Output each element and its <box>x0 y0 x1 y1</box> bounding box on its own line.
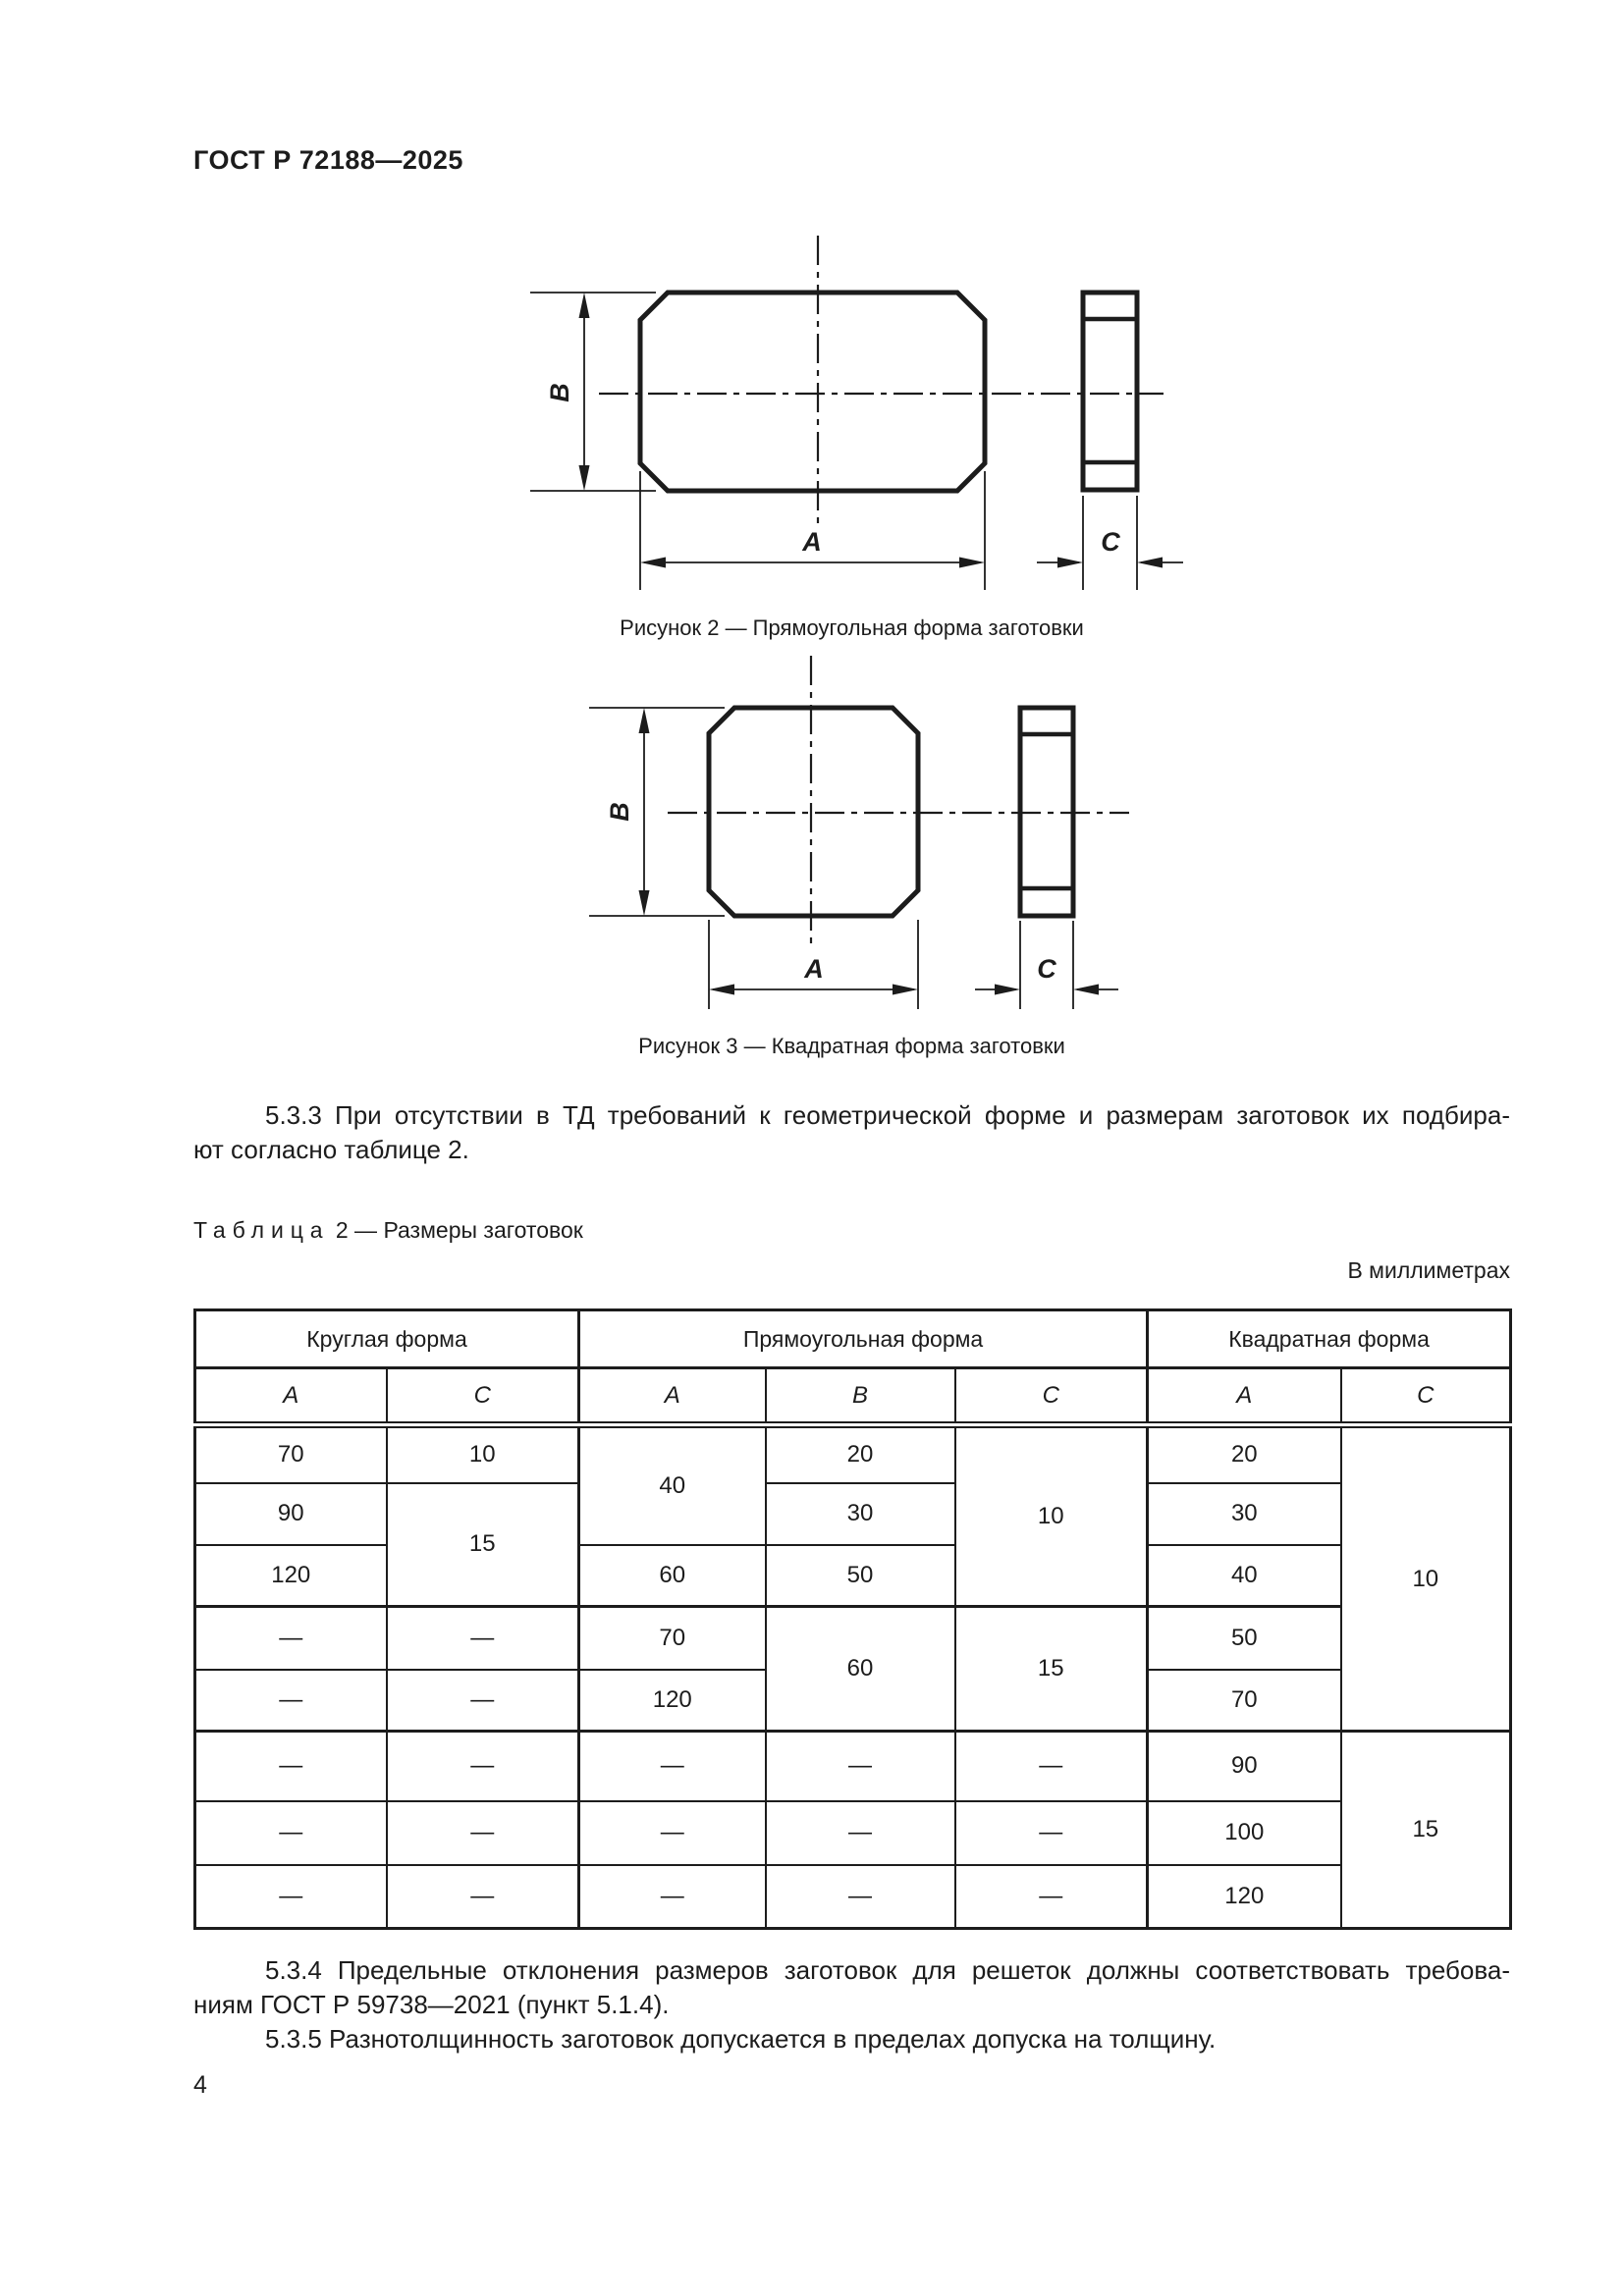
fig2-b-arrowhead-up <box>579 293 590 318</box>
table-cell: 40 <box>579 1425 766 1545</box>
fig2-front-view <box>640 293 985 491</box>
table-subheader: C <box>1341 1368 1511 1425</box>
paragraph-5-3-4-line-2: ниям ГОСТ Р 59738—2021 (пункт 5.1.4). <box>193 1990 670 2019</box>
table-cell: 100 <box>1148 1801 1341 1865</box>
table-cell: — <box>195 1865 387 1929</box>
fig2-side-view-chamfer-lines <box>1083 319 1137 462</box>
fig3-a-arrowhead-right <box>893 985 918 995</box>
fig2-a-arrowhead-left <box>640 558 666 568</box>
table-cell: — <box>195 1607 387 1670</box>
table-title-word: Таблица <box>193 1217 330 1243</box>
table-cell: — <box>387 1670 579 1732</box>
table-subheader: B <box>766 1368 955 1425</box>
paragraph-5-3-4-line-1: 5.3.4 Предельные отклонения размеров заготовок для решеток должны соответствовать требова- <box>265 1955 1510 1985</box>
table-subheader: A <box>1148 1368 1341 1425</box>
paragraph-5-3-5: 5.3.5 Разнотолщинность заготовок допускается в пределах допуска на толщину. <box>265 2024 1217 2054</box>
table-cell: — <box>387 1865 579 1929</box>
fig3-c-label: C <box>1037 954 1056 984</box>
fig3-a-label: A <box>804 954 824 984</box>
table-cell: 60 <box>766 1607 955 1732</box>
table-cell: 70 <box>579 1607 766 1670</box>
table-cell: — <box>579 1732 766 1801</box>
table-subheader: C <box>387 1368 579 1425</box>
table-subheader: A <box>195 1368 387 1425</box>
figure-2-caption: Рисунок 2 — Прямоугольная форма заготовки <box>620 615 1084 640</box>
table-cell: — <box>579 1801 766 1865</box>
paragraph-5-3-4 <box>193 1953 1510 2056</box>
table-subheader: A <box>579 1368 766 1425</box>
table-cell: — <box>955 1732 1148 1801</box>
fig2-b-arrowhead-down <box>579 465 590 491</box>
fig2-c-label: C <box>1101 527 1120 557</box>
table-cell: 50 <box>1148 1607 1341 1670</box>
table-cell: — <box>195 1732 387 1801</box>
fig3-b-label: B <box>605 802 634 822</box>
figure-2-drawing <box>373 187 1276 609</box>
document-header: ГОСТ Р 72188—2025 <box>193 145 463 175</box>
table-cell: — <box>387 1607 579 1670</box>
table-cell: 90 <box>1148 1732 1341 1801</box>
table-cell: — <box>195 1801 387 1865</box>
fig3-side-view-chamfer-lines <box>1020 734 1073 888</box>
table-cell: 120 <box>1148 1865 1341 1929</box>
page-number: 4 <box>193 2071 207 2099</box>
fig2-a-label: A <box>802 527 822 557</box>
table-cell: — <box>955 1801 1148 1865</box>
table-row <box>195 1483 1511 1545</box>
fig3-b-arrowhead-down <box>639 890 650 916</box>
table-group-header: Прямоугольная форма <box>579 1310 1148 1368</box>
table-cell: 10 <box>1341 1425 1511 1732</box>
table-cell: 120 <box>579 1670 766 1732</box>
table-cell: — <box>766 1801 955 1865</box>
fig2-a-arrowhead-right <box>959 558 985 568</box>
dimensions-table <box>193 1308 1512 1930</box>
figure-3-drawing <box>373 638 1276 1031</box>
table-cell: 70 <box>195 1425 387 1483</box>
table-cell: 20 <box>766 1425 955 1483</box>
table-cell: 30 <box>766 1483 955 1545</box>
table-cell: 15 <box>387 1483 579 1607</box>
table-cell: 90 <box>195 1483 387 1545</box>
table-cell: — <box>387 1732 579 1801</box>
table-cell: 15 <box>955 1607 1148 1732</box>
fig3-c-arrowhead-right <box>1073 985 1099 995</box>
table-cell: — <box>387 1801 579 1865</box>
table-subheader: C <box>955 1368 1148 1425</box>
table-cell: 10 <box>387 1425 579 1483</box>
table-cell: 70 <box>1148 1670 1341 1732</box>
fig3-a-arrowhead-left <box>709 985 734 995</box>
table-cell: — <box>766 1732 955 1801</box>
fig2-c-arrowhead-right <box>1137 558 1163 568</box>
table-cell: 40 <box>1148 1545 1341 1607</box>
fig3-c-arrowhead-left <box>995 985 1020 995</box>
table-group-header: Квадратная форма <box>1148 1310 1511 1368</box>
figure-3-caption: Рисунок 3 — Квадратная форма заготовки <box>638 1034 1065 1058</box>
table-row <box>195 1732 1511 1801</box>
table-row <box>195 1801 1511 1865</box>
fig2-b-label: B <box>545 383 574 402</box>
table-cell: — <box>579 1865 766 1929</box>
table-cell: 60 <box>579 1545 766 1607</box>
table-group-header: Круглая форма <box>195 1310 579 1368</box>
table-cell: — <box>766 1865 955 1929</box>
table-cell: 20 <box>1148 1425 1341 1483</box>
table-cell: 10 <box>955 1425 1148 1607</box>
table-row <box>195 1425 1511 1483</box>
table-title <box>193 1217 1510 1244</box>
table-row <box>195 1865 1511 1929</box>
table-row <box>195 1607 1511 1670</box>
paragraph-5-3-3-line-1: 5.3.3 При отсутствии в ТД требований к геометрической форме и размерам заготовок их подбира- <box>265 1100 1510 1130</box>
table-cell: 120 <box>195 1545 387 1607</box>
paragraph-5-3-3 <box>193 1098 1510 1167</box>
paragraph-5-3-3-line-2: ют согласно таблице 2. <box>193 1135 469 1164</box>
table-units-note: В миллиметрах <box>1347 1257 1510 1283</box>
fig3-b-arrowhead-up <box>639 708 650 733</box>
table-cell: 30 <box>1148 1483 1341 1545</box>
table-cell: — <box>195 1670 387 1732</box>
table-cell: 15 <box>1341 1732 1511 1929</box>
table-cell: 50 <box>766 1545 955 1607</box>
table-cell: — <box>955 1865 1148 1929</box>
table-title-rest: 2 — Размеры заготовок <box>329 1217 583 1243</box>
fig2-c-arrowhead-left <box>1057 558 1083 568</box>
